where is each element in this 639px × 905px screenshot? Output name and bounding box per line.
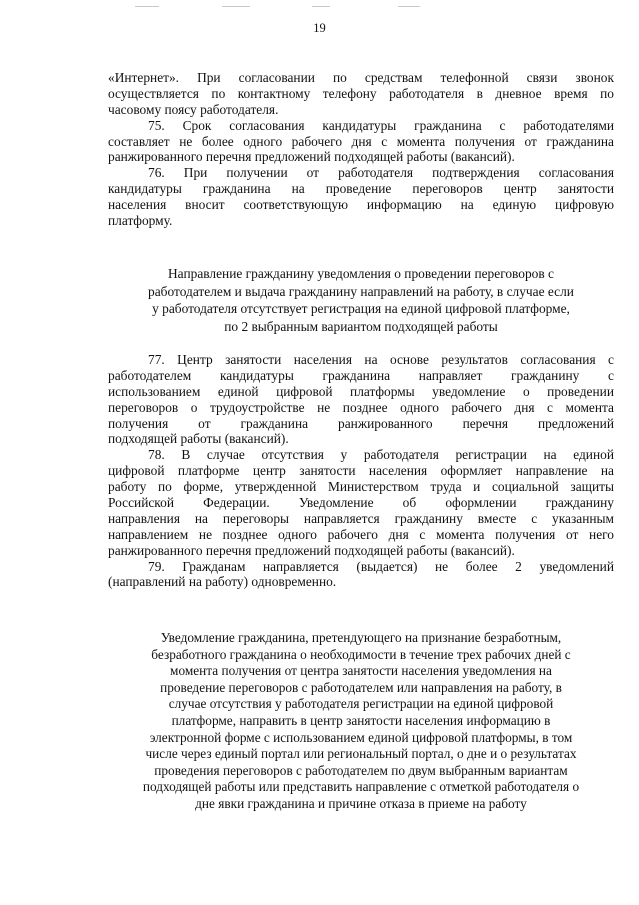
page-number: 19 — [313, 21, 326, 35]
notice-line: электронной форме с использованием единой цифровой платформы, в том — [149, 729, 573, 745]
heading-line: у работодателя отсутствует регистрация на единой цифровой платформе, — [152, 301, 570, 317]
section-heading — [108, 265, 614, 335]
notice-line: числе через единый портал или региональный портал, о дне и о результатах — [145, 746, 577, 762]
heading-line: Направление гражданину уведомления о проведении переговоров с — [168, 266, 554, 281]
scan-mark — [222, 6, 250, 7]
notice-line: случае отсутствия у работодателя регистрации на единой цифровой — [168, 696, 554, 712]
notice-line: проведения переговоров с работодателем по двум выбранным вариантам — [154, 762, 568, 778]
text-line: использованием единой цифровой платформы уведомление о проведении — [108, 383, 614, 399]
notice-line: платформе, направить в центр занятости населения информацию в — [171, 712, 551, 728]
text-line: 77. Центр занятости населения на основе результатов согласования с — [148, 352, 614, 367]
text-line: работу по форме, утвержденной Министерством труда и социальной защиты — [108, 479, 614, 495]
paragraphs-mid — [108, 352, 614, 590]
text-line: направлением не позднее одного рабочего дня с момента получения от него — [108, 526, 614, 542]
notice-line: Уведомление гражданина, претендующего на признание безработным, — [160, 630, 562, 645]
text-line: подходящей работы (вакансий). — [108, 431, 289, 447]
paragraphs-top — [108, 70, 614, 229]
text-line: 76. При получении от работодателя подтверждения согласования — [148, 165, 614, 181]
text-line: Российской Федерации. Уведомление об оформлении гражданину — [108, 495, 614, 511]
text-line: переговоров о трудоустройстве не позднее одного рабочего дня с момента — [108, 399, 614, 415]
text-line: часовому поясу работодателя. — [108, 101, 279, 117]
text-line: направления на переговоры направляется гражданину вместе с указанным — [108, 510, 614, 526]
text-line: 78. В случае отсутствия у работодателя регистрации на единой — [148, 447, 614, 463]
text-line: кандидатуры гражданина на проведение переговоров центр занятости — [108, 181, 614, 197]
scan-mark — [398, 6, 420, 7]
text-line: работодателем кандидатуры гражданина направляет гражданину с — [108, 367, 614, 383]
text-line: ранжированного перечня предложений подходящей работы (вакансий). — [108, 542, 515, 558]
notice-line: безработного гражданина о необходимости в течение трех рабочих дней с — [151, 646, 571, 662]
notice-block — [108, 630, 614, 813]
notice-line: подходящей работы или представить направление с отметкой работодателя о — [142, 779, 580, 795]
notice-line: момента получения от центра занятости населения уведомления на — [170, 663, 552, 679]
text-line: ранжированного перечня предложений подходящей работы (вакансий). — [108, 149, 515, 165]
text-line: получения от гражданина ранжированного перечня предложений — [108, 415, 614, 431]
text-line: составляет не более одного рабочего дня с момента получения от гражданина — [108, 133, 614, 149]
text-line: 75. Срок согласования кандидатуры гражданина с работодателями — [148, 117, 614, 133]
heading-line: работодателем и выдача гражданину направлений на работу, в случае если — [148, 283, 574, 299]
text-line: «Интернет». При согласовании по средствам телефонной связи звонок — [108, 70, 614, 85]
notice-line: проведение переговоров с работодателем или направления на работу, в — [160, 679, 562, 695]
text-line: цифровой платформе центр занятости населения оформляет направление на — [108, 463, 614, 479]
text-line: 79. Гражданам направляется (выдается) не более 2 уведомлений — [148, 558, 614, 574]
text-line: населения вносит соответствующую информацию на единую цифровую — [108, 197, 614, 213]
text-line: (направлений на работу) одновременно. — [108, 574, 337, 590]
text-line: осуществляется по контактному телефону работодателя в дневное время по — [108, 85, 614, 101]
text-line: платформу. — [108, 213, 173, 229]
scan-mark — [135, 6, 159, 7]
scan-mark — [312, 6, 330, 7]
notice-line: дне явки гражданина и причине отказа в приеме на работу — [195, 795, 527, 811]
heading-line: по 2 выбранным вариантом подходящей работы — [224, 318, 498, 334]
